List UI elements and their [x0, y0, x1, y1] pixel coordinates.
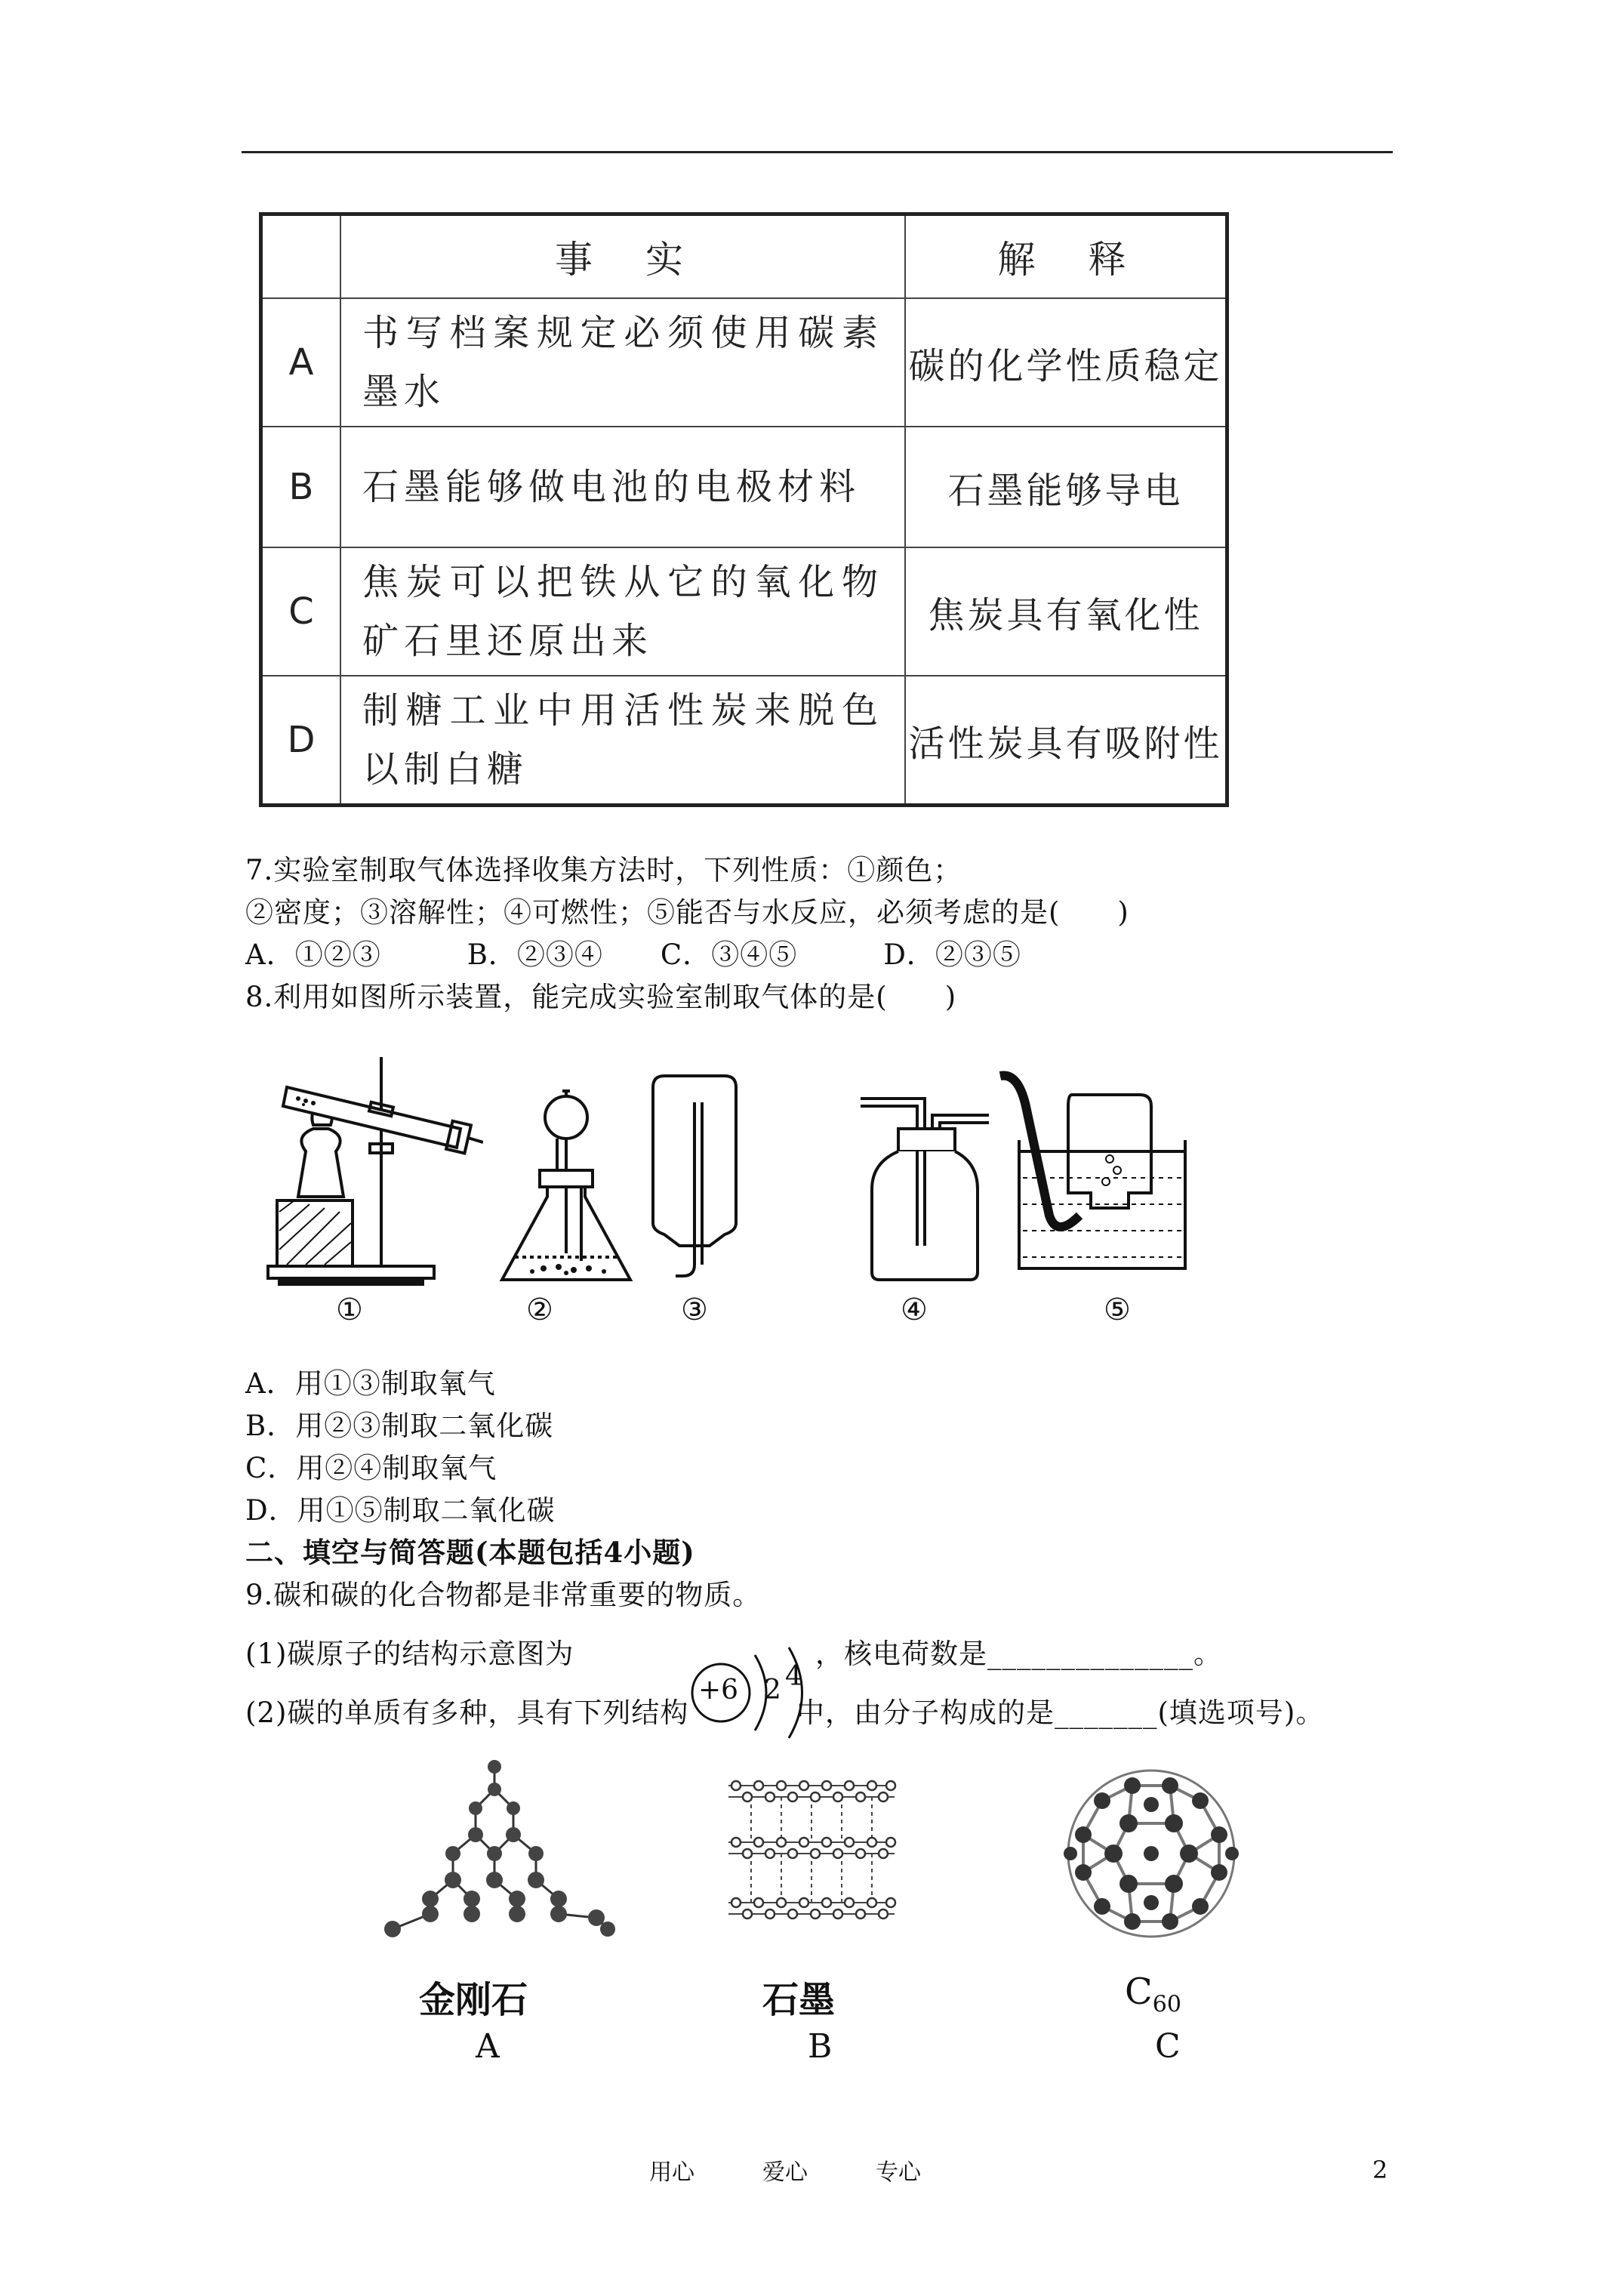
table-header-blank — [261, 214, 341, 299]
row-explanation: 碳的化学性质稳定 — [905, 298, 1227, 427]
table-row — [261, 427, 1227, 547]
q9-stem: 9.碳和碳的化合物都是非常重要的物质。 — [245, 1579, 762, 1611]
row-option: B — [261, 427, 341, 547]
table-row — [261, 676, 1227, 806]
row-explanation: 焦炭具有氧化性 — [905, 547, 1227, 676]
row-fact: 制糖工业中用活性炭来脱色以制白糖 — [340, 676, 905, 806]
q9-part2-tail: 中，由分子构成的是_______(填选项号)。 — [796, 1697, 1325, 1729]
c60-fullerene-icon — [1057, 1763, 1246, 1944]
q9-part2: (2)碳的单质有多种，具有下列结构 — [245, 1697, 689, 1729]
apparatus-label: ② — [526, 1293, 553, 1327]
apparatus-3-inverted-bottle-icon — [649, 1072, 740, 1284]
q8-option-d: D．用①⑤制取二氧化碳 — [245, 1494, 556, 1527]
q7-options: A．①②③ B．②③④ C．③④⑤ D．②③⑤ — [245, 938, 1021, 971]
q7-line2: ②密度；③溶解性；④可燃性；⑤能否与水反应，必须考虑的是( ) — [245, 896, 1129, 929]
apparatus-4-gas-bottle-icon — [857, 1091, 993, 1284]
q8-stem: 8.利用如图所示装置，能完成实验室制取气体的是( ) — [245, 981, 957, 1013]
c60-symbol: C — [1125, 1971, 1153, 2013]
apparatus-label: ③ — [681, 1293, 708, 1327]
q8-option-c: C．用②④制取氧气 — [245, 1452, 497, 1484]
structure-letter-a: A — [476, 2027, 500, 2066]
q8-option-b: B．用②③制取二氧化碳 — [245, 1410, 554, 1442]
table-row — [261, 298, 1227, 427]
row-fact: 石墨能够做电池的电极材料 — [340, 427, 905, 547]
row-option: D — [261, 676, 341, 806]
table-header-explanation: 解 释 — [905, 214, 1227, 299]
row-fact: 焦炭可以把铁从它的氧化物矿石里还原出来 — [340, 547, 905, 676]
q9-part1-tail: ，核电荷数是______________。 — [815, 1638, 1222, 1670]
facts-table — [259, 212, 1229, 807]
q7-line1: 7.实验室制取气体选择收集方法时，下列性质：①颜色； — [245, 854, 962, 886]
table-row — [261, 547, 1227, 676]
apparatus-label: ⑤ — [1104, 1293, 1131, 1327]
c60-subscript: 60 — [1152, 1991, 1181, 2018]
header-rule — [242, 151, 1393, 153]
structure-letter-b: B — [808, 2027, 833, 2066]
structure-letter-c: C — [1155, 2027, 1181, 2066]
q9-part1: (1)碳原子的结构示意图为 — [245, 1638, 574, 1670]
diamond-structure-icon — [377, 1759, 627, 1940]
row-explanation: 石墨能够导电 — [905, 427, 1227, 547]
row-option: C — [261, 547, 341, 676]
atom-shell-2: 4 — [785, 1661, 802, 1692]
atom-nucleus-charge: +6 — [698, 1675, 739, 1706]
structure-name-c — [1125, 1971, 1181, 2018]
structure-name-a: 金刚石 — [419, 1979, 528, 2021]
apparatus-2-flask-icon — [498, 1087, 634, 1287]
structure-name-b: 石墨 — [762, 1979, 836, 2021]
q8-option-a: A．用①③制取氧气 — [245, 1367, 496, 1400]
apparatus-label: ① — [336, 1293, 363, 1327]
atom-shell-1: 2 — [764, 1675, 781, 1706]
row-option: A — [261, 298, 341, 427]
section-heading: 二、填空与简答题(本题包括4小题) — [245, 1536, 695, 1569]
apparatus-5-water-trough-icon — [996, 1065, 1200, 1284]
graphite-structure-icon — [721, 1774, 902, 1929]
apparatus-label: ④ — [901, 1293, 928, 1327]
apparatus-1-heating-icon — [264, 1053, 483, 1287]
footer-motto: 用心 爱心 专心 — [649, 2159, 921, 2186]
row-explanation: 活性炭具有吸附性 — [905, 676, 1227, 806]
page-number: 2 — [1372, 2156, 1388, 2184]
table-header-fact: 事 实 — [340, 214, 905, 299]
row-fact: 书写档案规定必须使用碳素墨水 — [340, 298, 905, 427]
